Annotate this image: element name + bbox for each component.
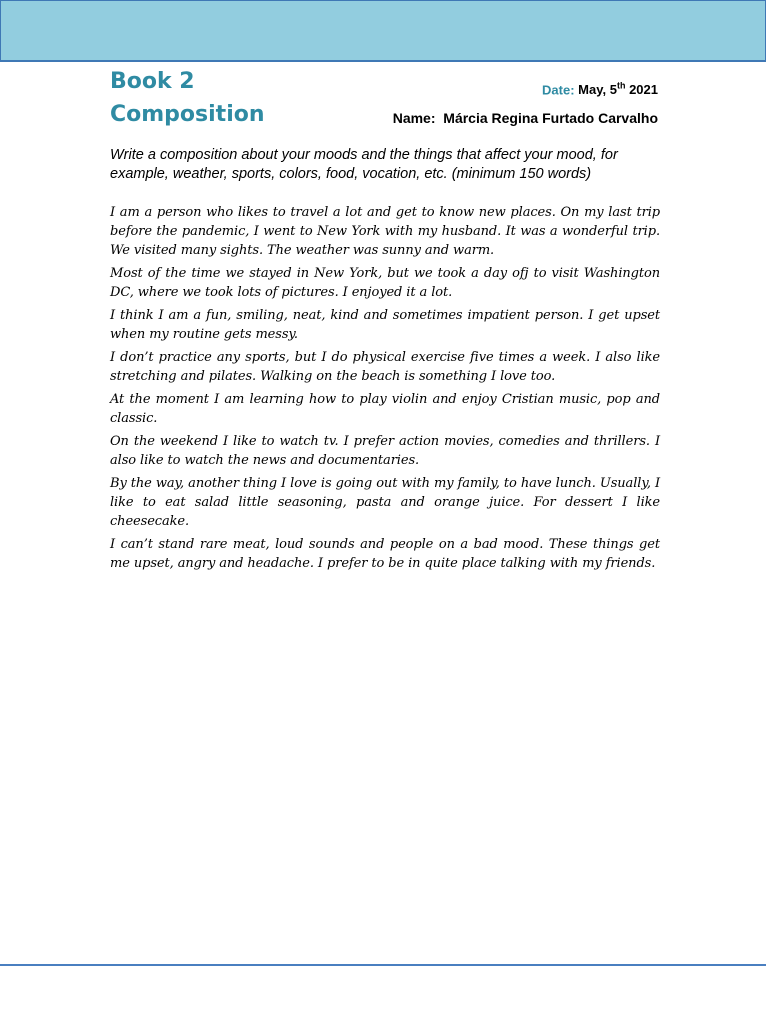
date-suffix: 2021 xyxy=(625,82,658,98)
date-prefix: May, 5 xyxy=(574,82,617,98)
book-title: Book 2 xyxy=(110,69,195,94)
paragraph: I am a person who likes to travel a lot and get to know new places. On my last trip before the pandemic, I went to New York with my husband. It was a wonderful trip. We visited many sights. The weather was sunny and warm. xyxy=(110,205,660,258)
date-ordinal: th xyxy=(616,81,626,91)
name-label: Name: xyxy=(392,110,436,126)
date-label: Date: xyxy=(542,82,575,98)
name-value: Márcia Regina Furtado Carvalho xyxy=(443,110,658,126)
name-line xyxy=(393,109,658,127)
composition-body xyxy=(110,203,660,577)
paragraph: At the moment I am learning how to play violin and enjoy Cristian music, pop and classic. xyxy=(110,392,660,426)
date-value xyxy=(575,82,658,97)
paragraph: On the weekend I like to watch tv. I prefer action movies, comedies and thrillers. I also like to watch the news and documentaries. xyxy=(110,434,660,468)
paragraph: I think I am a fun, smiling, neat, kind and sometimes impatient person. I get upset when my routine gets messy. xyxy=(110,308,660,342)
footer-rule xyxy=(0,964,766,966)
paragraph: I can’t stand rare meat, loud sounds and people on a bad mood. These things get me upset, angry and headache. I prefer to be in quite place talking with my friends. xyxy=(110,537,660,571)
date-line xyxy=(542,77,658,99)
paragraph: I don’t practice any sports, but I do physical exercise five times a week. I also like stretching and pilates. Walking on the beach is something I love too. xyxy=(110,350,660,384)
paragraph: Most of the time we stayed in New York, but we took a day ofj to visit Washington DC, where we took lots of pictures. I enjoyed it a lot. xyxy=(110,266,660,300)
paragraph: By the way, another thing I love is going out with my family, to have lunch. Usually, I like to eat salad little seasoning, pasta and orange juice. For dessert I like cheesecake. xyxy=(110,476,660,529)
instructions: Write a composition about your moods and the things that affect your mood, for example, weather, sports, colors, food, vocation, etc. (minimum 150 words) xyxy=(110,147,618,182)
section-title: Composition xyxy=(110,102,265,127)
header-band xyxy=(0,0,766,62)
